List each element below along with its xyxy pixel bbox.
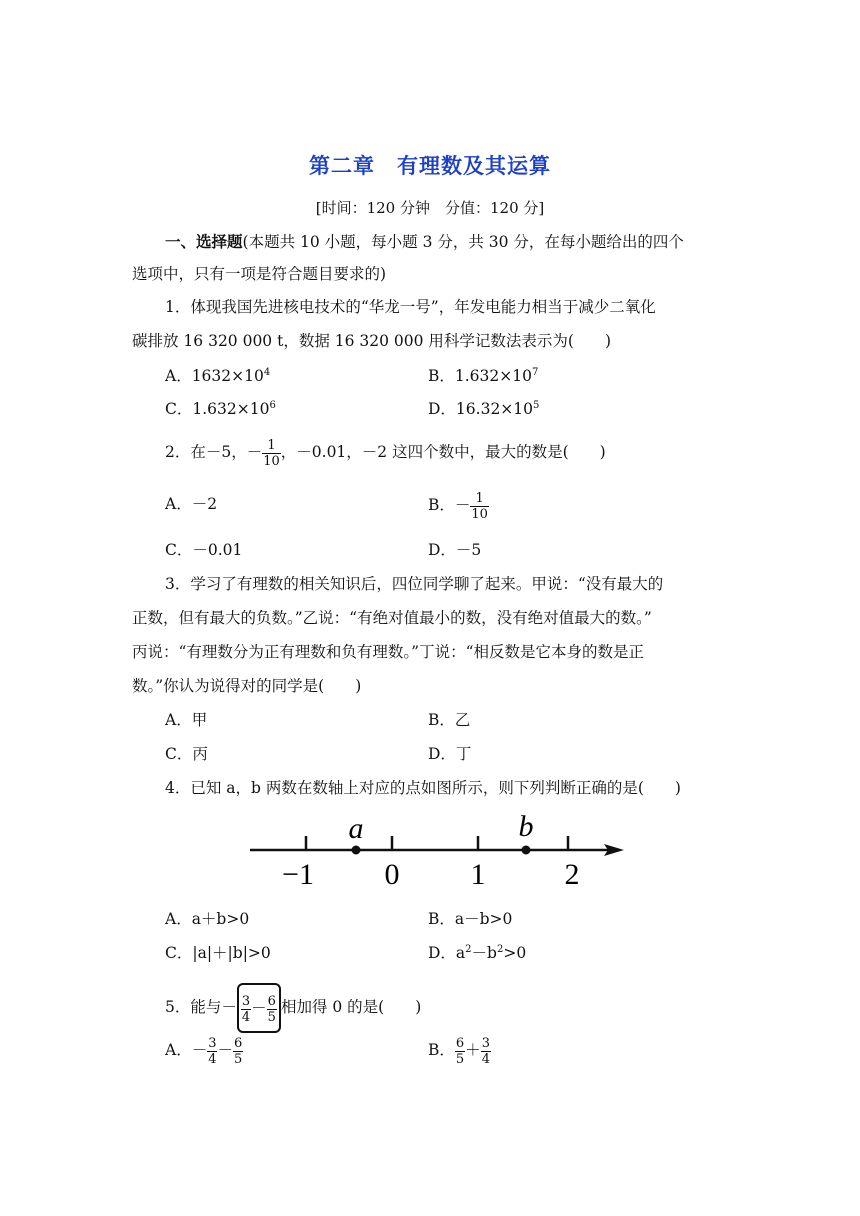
question-3-line4: 数。”你认为说得对的同学是( ) [132, 677, 362, 695]
q1-option-a[interactable] [165, 366, 270, 386]
point-a-label: a [348, 812, 364, 845]
point-b-label: b [518, 810, 534, 843]
q5-f2-num: 6 [267, 993, 276, 1009]
q3-option-b[interactable]: B．乙 [428, 711, 471, 729]
section-note: (本题共 10 小题，每小题 3 分，共 30 分，在每小题给出的四个 [242, 233, 684, 251]
q2-option-c[interactable]: C．－0.01 [165, 541, 243, 559]
q4-option-c[interactable]: C．|a|＋|b|>0 [165, 944, 271, 962]
q2-text-pre: 2．在－5，－ [165, 443, 263, 461]
q5-a-f1-num: 3 [208, 1035, 217, 1051]
q3-option-a[interactable]: A．甲 [165, 711, 208, 729]
q5-bracket-expression [237, 983, 281, 1033]
q4-d-part2: －b [471, 944, 497, 962]
q5-b-frac-1 [455, 1036, 465, 1067]
q3-option-d[interactable]: D．丁 [428, 745, 472, 763]
q5-b-f2-num: 3 [481, 1035, 490, 1051]
tick-label-0: 0 [384, 858, 400, 891]
q2-option-d[interactable]: D．－5 [428, 541, 482, 559]
q2-option-b-text: B．－ [428, 496, 471, 514]
q4-d-sup2: 2 [496, 944, 504, 955]
q4-d-sup1: 2 [465, 944, 472, 955]
section-intro [165, 232, 684, 252]
time-score-info: [时间：120 分钟 分值：120 分] [315, 199, 545, 217]
q5-frac-1 [241, 994, 251, 1025]
section-note-line2: 选项中，只有一项是符合题目要求的) [132, 265, 387, 283]
q1-option-a-text: A．1632×10 [165, 367, 264, 385]
tick-label-minus-1: −1 [282, 858, 314, 891]
tick-label-1: 1 [470, 858, 486, 891]
q5-a-frac-1 [207, 1036, 217, 1067]
tick-label-2: 2 [564, 858, 580, 891]
q1-option-b[interactable] [428, 366, 538, 386]
q5-b-plus: ＋ [465, 1041, 481, 1059]
q1-option-c-exp: 6 [269, 400, 276, 411]
q1-option-c[interactable] [165, 399, 276, 419]
q5-a-prefix: A．－ [165, 1041, 208, 1059]
question-3-line3: 丙说：“有理数分为正有理数和负有理数。”丁说：“相反数是它本身的数是正 [132, 643, 645, 661]
q2-option-b-fraction [470, 491, 489, 522]
question-3-line2: 正数，但有最大的负数。”乙说：“有绝对值最小的数，没有绝对值最大的数。” [132, 609, 652, 627]
q4-option-a[interactable]: A．a＋b>0 [165, 910, 250, 928]
question-4: 4．已知 a，b 两数在数轴上对应的点如图所示，则下列判断正确的是( ) [165, 779, 681, 797]
q5-b-frac-2 [481, 1036, 491, 1067]
q2-option-b[interactable] [428, 485, 489, 525]
q2-b-frac-den: 10 [471, 506, 488, 522]
q2-option-a[interactable]: A．－2 [165, 495, 218, 513]
question-5 [165, 983, 421, 1033]
question-3-line1: 3．学习了有理数的相关知识后，四位同学聊了起来。甲说：“没有最大的 [165, 575, 664, 593]
q2-fraction [262, 438, 281, 469]
q1-option-d-exp: 5 [533, 400, 540, 411]
q5-text-pre: 5．能与－ [165, 998, 237, 1016]
number-line-figure [248, 808, 632, 894]
q2-frac-den: 10 [263, 453, 280, 469]
q4-d-part3: >0 [503, 944, 527, 962]
q1-option-c-text: C．1.632×10 [165, 400, 270, 418]
q5-text-post: 相加得 0 的是( ) [280, 998, 422, 1016]
point-b-dot [522, 846, 531, 855]
q5-option-a[interactable] [165, 1030, 243, 1070]
q2-text-post: ，－0.01，－2 这四个数中，最大的数是( ) [280, 443, 606, 461]
q4-d-part1: D．a [428, 944, 466, 962]
q5-frac-2 [267, 994, 277, 1025]
question-2 [165, 430, 606, 474]
q5-a-f1-den: 4 [208, 1051, 217, 1067]
q5-a-f2-den: 5 [234, 1051, 243, 1067]
q5-b-f1-num: 6 [455, 1035, 465, 1051]
q5-b-f1-den: 5 [455, 1051, 465, 1067]
point-a-dot [352, 846, 361, 855]
q5-option-b[interactable] [428, 1030, 491, 1070]
q5-b-prefix: B． [428, 1041, 455, 1059]
page-title: 第二章 有理数及其运算 [309, 153, 551, 178]
q2-frac-num: 1 [262, 438, 281, 454]
q1-option-b-text: B．1.632×10 [428, 367, 532, 385]
q4-option-b[interactable]: B．a－b>0 [428, 910, 513, 928]
section-heading: 一、选择题 [165, 232, 243, 251]
q1-option-a-exp: 4 [263, 367, 271, 378]
q5-f1-den: 4 [241, 1009, 251, 1025]
question-1-line2: 碳排放 16 320 000 t，数据 16 320 000 用科学记数法表示为( ) [132, 332, 612, 350]
question-1-line1: 1．体现我国先进核电技术的“华龙一号”，年发电能力相当于减少二氧化 [165, 298, 656, 316]
q3-option-c[interactable]: C．丙 [165, 745, 208, 763]
q5-f1-num: 3 [241, 993, 251, 1009]
q5-a-frac-2 [233, 1036, 243, 1067]
q5-f2-den: 5 [267, 1009, 276, 1025]
q1-option-d[interactable] [428, 399, 539, 419]
q4-option-d[interactable] [428, 943, 526, 963]
q5-a-minus: － [217, 1041, 233, 1059]
q1-option-d-text: D．16.32×10 [428, 400, 534, 418]
q5-a-f2-num: 6 [234, 1035, 243, 1051]
q1-option-b-exp: 7 [531, 367, 539, 378]
q5-b-f2-den: 4 [481, 1051, 490, 1067]
q2-b-frac-num: 1 [470, 491, 489, 507]
q5-minus: － [251, 999, 267, 1017]
